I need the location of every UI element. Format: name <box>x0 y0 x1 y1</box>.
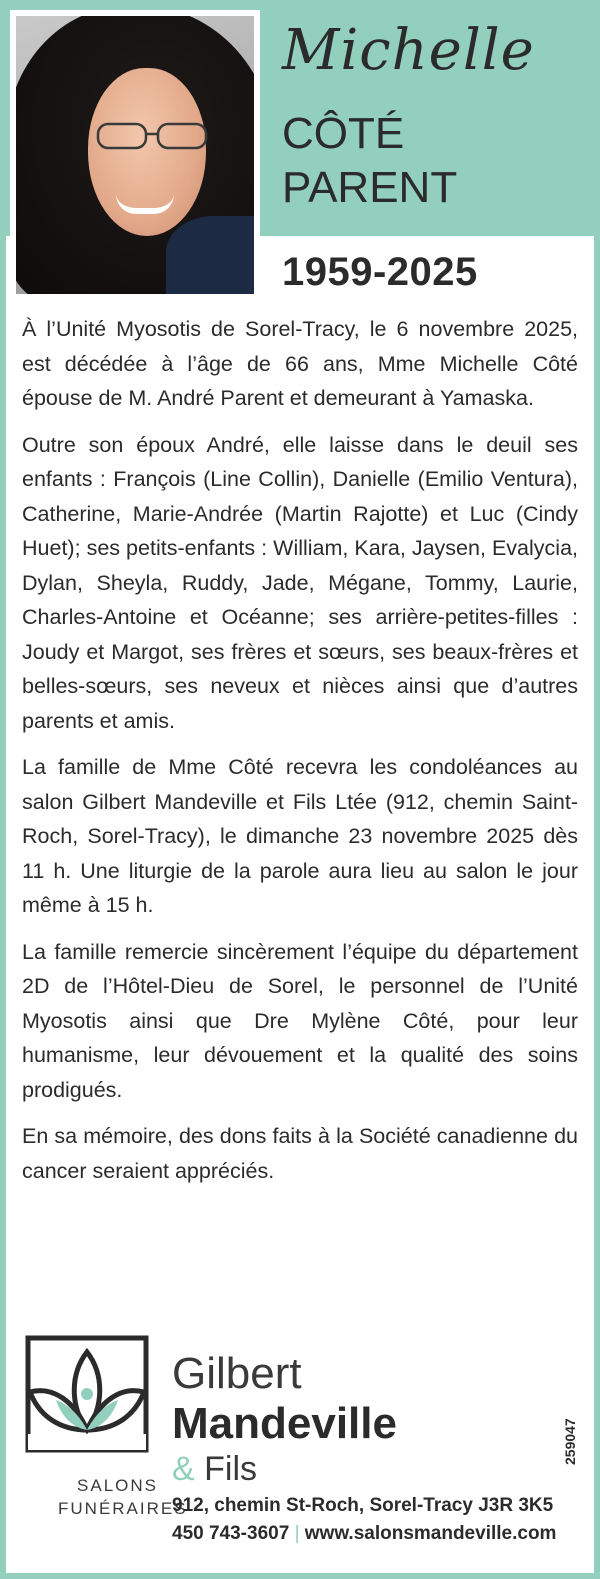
paragraph-survivors: Outre son époux André, elle laisse dans le deuil ses enfants : François (Line Collin), Danielle (Emilio Ventura), Catherine, Marie-Andrée (Martin Rajotte) et Luc (Cindy Huet); ses petits-enfants : William, Kara, Jaysen, Evalycia, Dylan, Sheyla, Ruddy, Jade, Mégane, Tommy, Laurie, Charles-Antoine et Océanne; ses arrière-petites-filles : Joudy et Margot, ses frères et sœurs, ses beaux-frères et belles-sœurs, ses neveux et nièces ainsi que d’autres parents et amis. <box>22 432 578 733</box>
salons-line-2: FUNÉRAIRES <box>58 1499 188 1518</box>
surname-line-2: PARENT <box>282 163 458 212</box>
portrait-photo <box>16 16 254 294</box>
life-years: 1959-2025 <box>282 250 478 294</box>
lotus-logo-icon <box>22 1334 152 1454</box>
brand-fils-text: Fils <box>204 1450 258 1488</box>
address-line: 912, chemin St-Roch, Sorel-Tracy J3R 3K5 <box>172 1495 554 1516</box>
brand-gilbert: Gilbert <box>172 1349 302 1398</box>
paragraph-donations: En sa mémoire, des dons faits à la Société canadienne du cancer seraient appréciés. <box>22 1124 578 1183</box>
border-left <box>0 0 6 1579</box>
brand-mandeville: Mandeville <box>172 1399 397 1448</box>
phone-web-line <box>172 1520 556 1548</box>
separator: | <box>294 1523 300 1544</box>
obituary-body <box>22 312 578 1200</box>
ad-number <box>560 1395 584 1465</box>
phone-number: 450 743-3607 <box>172 1523 290 1544</box>
glasses-icon <box>94 120 212 154</box>
paragraph-condolences: La famille de Mme Côté recevra les condoléances au salon Gilbert Mandeville et Fils Ltée (912, chemin Saint-Roch, Sorel-Tracy), le dimanche 23 novembre 2025 dès 11 h. Une liturgie de la parole aura lieu au salon le jour même à 15 h. <box>22 755 578 917</box>
website-link[interactable]: www.salonsmandeville.com <box>304 1523 557 1544</box>
portrait-shirt <box>166 216 254 294</box>
surname-line-1: CÔTÉ <box>282 109 405 158</box>
given-name: Michelle <box>282 18 535 83</box>
paragraph-thanks: La famille remercie sincèrement l’équipe du département 2D de l’Hôtel-Dieu de Sorel, le personnel de l’Unité Myosotis ainsi que Dre Mylène Côté, pour leur humanisme, leur dévouement et la qualité des soins prodigués. <box>22 939 578 1102</box>
border-bottom <box>0 1573 600 1579</box>
brand-ampersand: & <box>172 1450 195 1488</box>
brand-fils <box>172 1452 257 1486</box>
border-right <box>594 0 600 1579</box>
portrait-frame <box>10 10 260 300</box>
salons-funeraires-label <box>58 1474 188 1520</box>
salons-line-1: SALONS <box>77 1476 158 1495</box>
funeral-home-logo <box>22 1334 578 1569</box>
contact-info <box>172 1492 556 1548</box>
ad-number-text: 259047 <box>562 1418 578 1465</box>
paragraph-death-notice: À l’Unité Myosotis de Sorel-Tracy, le 6 novembre 2025, est décédée à l’âge de 66 ans, Mme Michelle Côté épouse de M. André Parent et demeurant à Yamaska. <box>22 317 578 410</box>
